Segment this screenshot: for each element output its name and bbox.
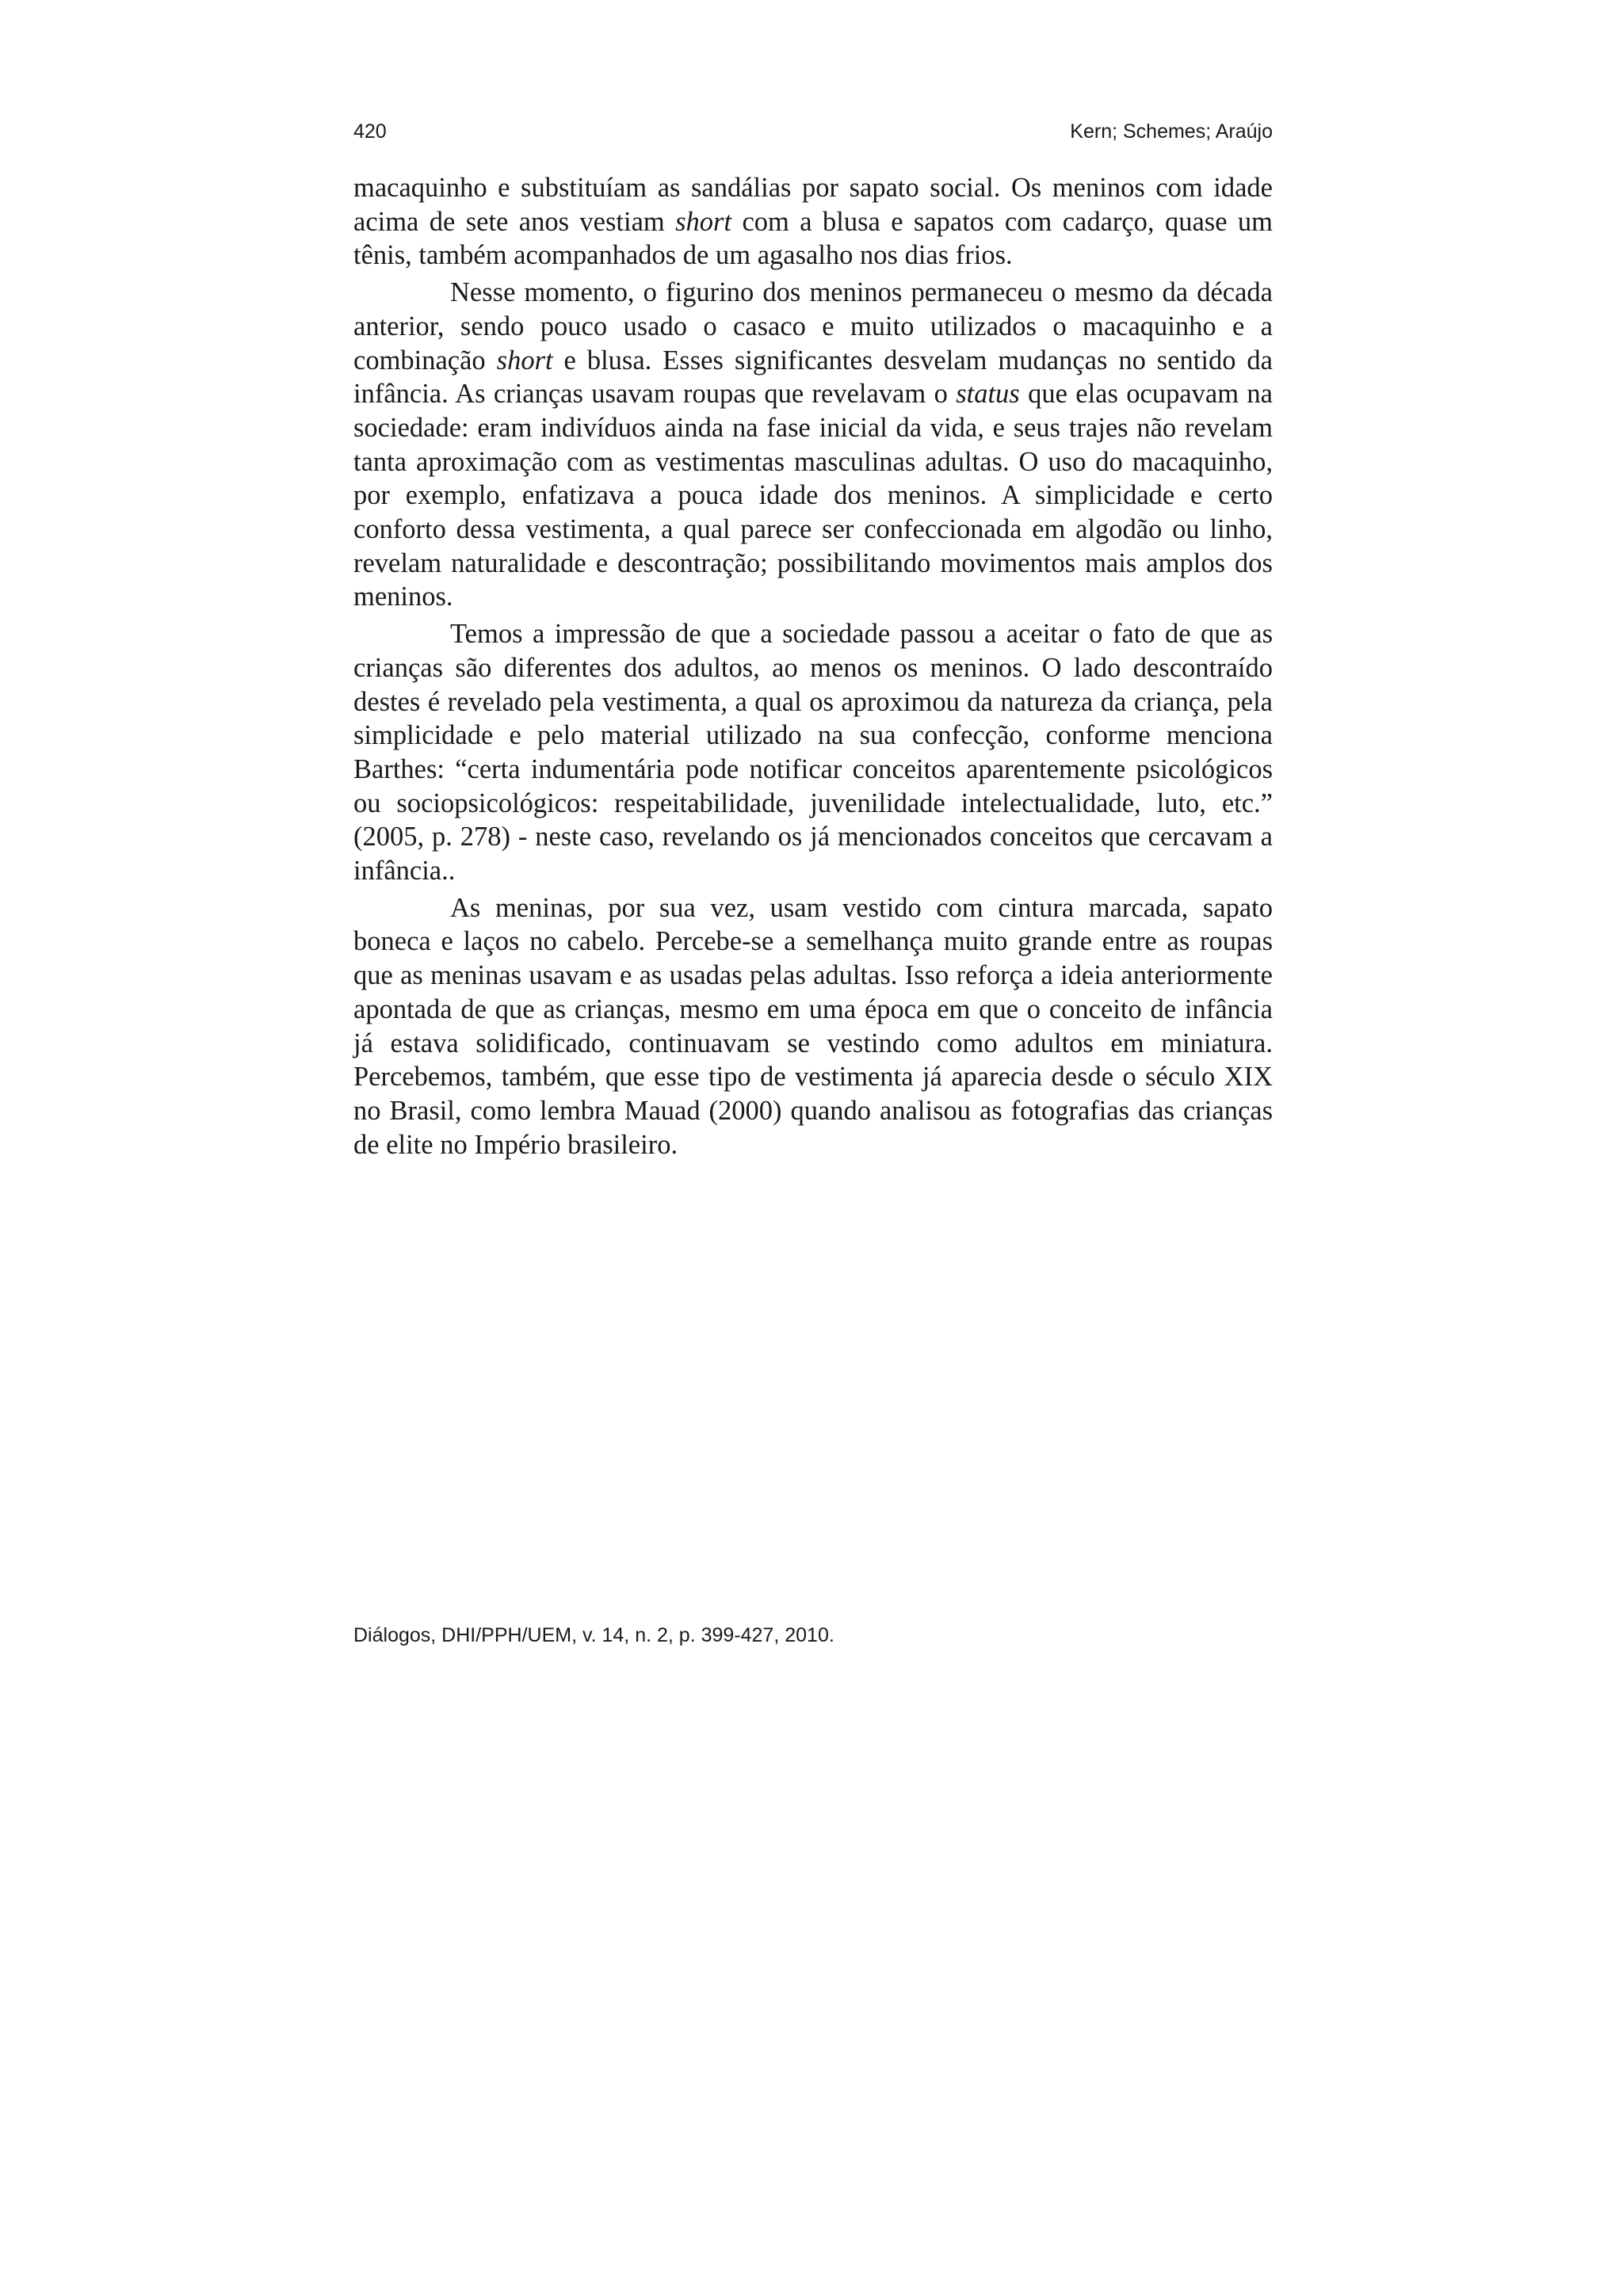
paragraph: As meninas, por sua vez, usam vestido com cintura marcada, sapato boneca e laços no cabelo. Percebe-se a semelhança muito grande entre as roupas que as meninas usavam e as usadas pelas adultas. Isso reforça a ideia anteriormente apontada de que as crianças, mesmo em uma época em que o conceito de infância já estava solidificado, continuavam se vestindo como adultos em miniatura. Percebemos, também, que esse tipo de vestimenta já aparecia desde o século XIX no Brasil, como lembra Mauad (2000) quando analisou as fotografias das crianças de elite no Império brasileiro. [353,892,1273,1160]
running-head-authors: Kern; Schemes; Araújo [1070,120,1273,143]
italic-term: status [956,379,1020,410]
paragraph-continued: macaquinho e substituíam as sandálias por sapato social. Os meninos com idade acima de sete anos vestiam short com a blusa e sapatos com cadarço, quase um tênis, também acompanhados de um agasalho nos dias frios. [353,173,1273,271]
page-number: 420 [353,120,387,143]
italic-term: short [496,345,553,376]
paragraph: Nesse momento, o figurino dos meninos permaneceu o mesmo da década anterior, sendo pouco usado o casaco e muito utilizados o macaquinho e a combinação short e blusa. Esses significantes desvelam mudanças no sentido da infância. As crianças usavam roupas que revelavam o status que elas ocupavam na sociedade: eram indivíduos ainda na fase inicial da vida, e seus trajes não revelam tanta aproximação com as vestimentas masculinas adultas. O uso do macaquinho, por exemplo, enfatizava a pouca idade dos meninos. A simplicidade e certo conforto dessa vestimenta, a qual parece ser confeccionada em algodão ou linho, revelam naturalidade e descontração; possibilitando movimentos mais amplos dos meninos. [353,277,1273,612]
page-header [353,116,1273,147]
paragraph: Temos a impressão de que a sociedade passou a aceitar o fato de que as crianças são diferentes dos adultos, ao menos os meninos. O lado descontraído destes é revelado pela vestimenta, a qual os aproximou da natureza da criança, pela simplicidade e pelo material utilizado na sua confecção, conforme menciona Barthes: “certa indumentária pode notificar conceitos aparentemente psicológicos ou sociopsicológicos: respeitabilidade, juvenilidade intelectualidade, luto, etc.” (2005, p. 278) - neste caso, revelando os já mencionados conceitos que cercavam a infância.. [353,619,1273,887]
article-body [353,171,1273,1165]
italic-term: short [675,206,732,237]
page-footer-citation: Diálogos, DHI/PPH/UEM, v. 14, n. 2, p. 399-427, 2010. [353,1624,834,1646]
